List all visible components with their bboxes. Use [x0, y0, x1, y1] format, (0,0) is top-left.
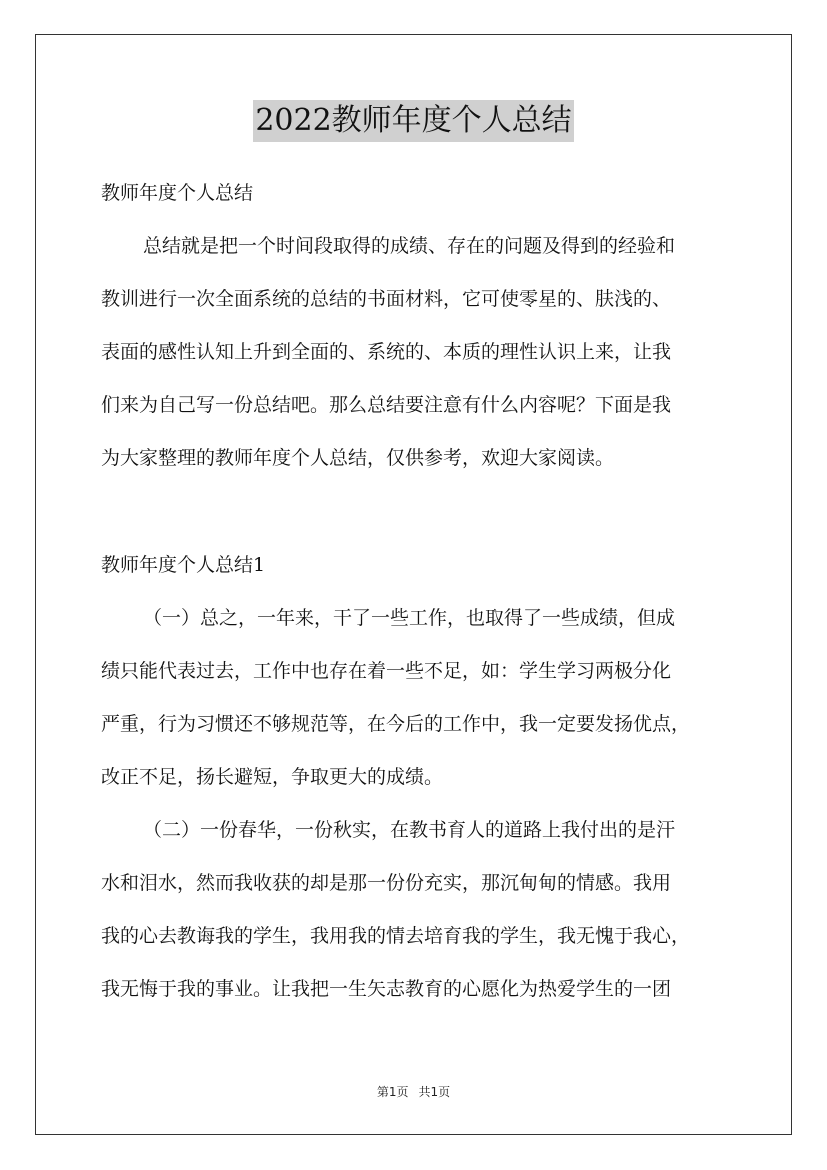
subtitle: 教师年度个人总结: [101, 182, 254, 204]
intro-line: 总结就是把一个时间段取得的成绩、存在的问题及得到的经验和: [143, 235, 676, 257]
intro-line: 为大家整理的教师年度个人总结，仅供参考，欢迎大家阅读。: [101, 447, 615, 469]
paragraph-line: 改正不足，扬长避短，争取更大的成绩。: [101, 766, 444, 788]
paragraph-line: 严重，行为习惯还不够规范等，在今后的工作中，我一定要发扬优点，: [101, 713, 691, 735]
section-heading: 教师年度个人总结1: [101, 554, 266, 576]
page-footer: [0, 1083, 827, 1100]
blank-line: [101, 488, 741, 542]
document-body: [101, 170, 741, 1019]
paragraph-line: 我的心去教诲我的学生，我用我的情去培育我的学生，我无愧于我心，: [101, 925, 691, 947]
intro-line: 表面的感性认知上升到全面的、系统的、本质的理性认识上来，让我: [101, 341, 672, 363]
paragraph-line: 水和泪水，然而我收获的却是那一份份充实，那沉甸甸的情感。我用: [101, 872, 672, 894]
paragraph-line: 我无悔于我的事业。让我把一生矢志教育的心愿化为热爱学生的一团: [101, 978, 672, 1000]
page-number-total: 共1页: [418, 1085, 451, 1099]
paragraph-line: （二）一份春华，一份秋实，在教书育人的道路上我付出的是汗: [143, 819, 676, 841]
intro-line: 们来为自己写一份总结吧。那么总结要注意有什么内容呢？下面是我: [101, 394, 672, 416]
paragraph-line: （一）总之，一年来，干了一些工作，也取得了一些成绩，但成: [143, 607, 676, 629]
document-title: 2022教师年度个人总结: [253, 100, 573, 142]
paragraph-line: 绩只能代表过去，工作中也存在着一些不足，如：学生学习两极分化: [101, 660, 672, 682]
intro-line: 教训进行一次全面系统的总结的书面材料，它可使零星的、肤浅的、: [101, 288, 672, 310]
title-container: [0, 100, 827, 142]
page-number-current: 第1页: [376, 1085, 409, 1099]
